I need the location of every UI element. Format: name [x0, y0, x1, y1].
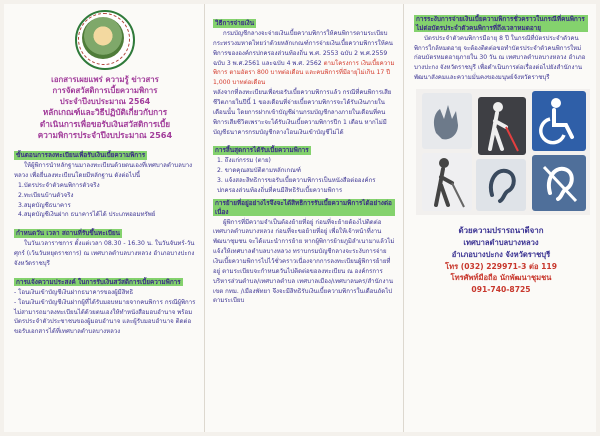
blind-person-cane-icon [478, 97, 526, 155]
title-line: หลักเกณฑ์และวิธีปฏิบัติเกี่ยวกับการ [42, 107, 168, 118]
disability-icons-photo [416, 89, 590, 215]
section-heading: การสิ้นสุดการได้รับเบี้ยความพิการ [215, 146, 309, 155]
title-line: ดำเนินการเพื่อขอรับเงินสวัสดิการเบี้ย [39, 118, 171, 129]
contact-block [414, 225, 588, 296]
panel-suspension-contact [404, 4, 596, 432]
section-body [14, 288, 196, 337]
list-item: 1. ถึงแก่กรรม (ตาย) [217, 157, 271, 165]
paragraph: ให้ผู้พิการนำหลักฐานมาลงทะเบียนด้วยตนเองที่เทศบาลตำบลบางหลวง เพื่อยื่นลงทะเบียนโดยมีหลักฐาน ดังต่อไปนี้ [14, 162, 193, 179]
list-item: 2. ขาดคุณสมบัติตามหลักเกณฑ์ [217, 167, 301, 175]
ear-icon [476, 159, 526, 211]
title-line: ประจำปีงบประมาณ 2564 [59, 97, 151, 107]
section-body [14, 239, 196, 269]
panel-payment [205, 4, 403, 432]
section-heading: วิธีการจ่ายเงิน [215, 19, 255, 27]
section-body [213, 156, 395, 195]
title-line: เอกสารเผยแพร่ ความรู้ ข่าวสาร [51, 75, 159, 84]
list-item: 1.บัตรประจำตัวคนพิการตัวจริง [18, 181, 100, 189]
leaflet-sheet [4, 4, 596, 432]
section-heading: การแจ้งความประสงค์ ในการรับเงินสวัสดิการเบี้ยความพิการ [16, 277, 181, 286]
section-heading: ขั้นตอนการลงทะเบียนเพื่อรับเงินเบี้ยความพิการ [16, 151, 146, 160]
contact-line: อำเภอบางปะกง จังหวัดราชบุรี [451, 249, 551, 259]
list-item: - โอนเงินเข้าบัญชีเงินฝากธนาคารของผู้มีสิทธิ [14, 288, 134, 296]
contact-line: โทรศัพท์มือถือ นักพัฒนาชุมชน [450, 273, 552, 283]
hearing-impaired-icon [532, 155, 586, 211]
title-line: การจัดสวัสดิการเบี้ยความพิการ [52, 86, 158, 96]
section-heading: กำหนดวัน เวลา สถานที่รับขึ้นทะเบียน [16, 229, 121, 238]
municipality-seal-icon [75, 10, 135, 70]
section-body [14, 161, 196, 220]
paragraph: ผู้พิการที่มีความจำเป็นต้องย้ายที่อยู่ ก่อนที่จะย้ายต้องไปติดต่อ เทศบาลตำบลบางหลวง ก่อนที่จะขอย้ายที่อยู่ เพื่อให้เจ้าหน้าที่งานพัฒนาชุมชน จะได้แนะนำการย้าย หากผู้พิการย้ายภูมิลำเนามาแล้วไม่แจ้งให้เทศบาลตำบลบางหลวง ทราบกรมบัญชีกลางจะระงับการจ่ายเงินเบี้ยความพิการไปไว้ชั่วคราวเนื่องจากการลงทะเบียนผู้พิการย้ายที่อยู่ ตามระเบียบจะกำหนดวันไปติดต่อขอลงทะเบียน ณ องค์กรการบริหารส่วนตำบล/เทศบาลตำบล เทศบาลเมือง/เทศบาลนคร/สำนักงานเขต กทม. /เมืองพัทยา จึงจะมีสิทธิรับเงินเบี้ยความพิการในเดือนถัดไปตามระเบียบ [213, 218, 395, 305]
paragraph: ในวันเวลาราชการ ตั้งแต่เวลา 08.30 - 16.30 น. ในวันจันทร์-วันศุกร์ (เว้นวันหยุดราชการ) ณ เทศบาลตำบลบางหลวง อำเภอบางปะกง จังหวัดราชบุรี [14, 240, 195, 267]
list-item: - โอนเงินเข้าบัญชีเงินฝากผู้ที่ได้รับมอบหมายจากคนพิการ กรณีผู้พิการไม่สามารถมาลงทะเบียนได้ด้วยตนเองให้ทำหนังสือมอบอำนาจ พร้อมบัตรประจำตัวประชาชนของผู้มอบอำนาจ และผู้รับมอบอำนาจ ติดต่อขอรับเอกสารได้ที่เทศบาลตำบลบางหลวง [14, 298, 196, 336]
white-cane-icon [422, 153, 472, 211]
section-body [213, 29, 395, 137]
mobile-number: 091-740-8725 [471, 285, 531, 295]
contact-line: เทศบาลตำบลบางหลวง [463, 238, 539, 248]
section-heading: การย้ายที่อยู่อย่างไรจึงจะได้สิทธิการรับเบี้ยความพิการได้อย่างต่อเนื่อง [213, 199, 395, 216]
cover-title [14, 74, 196, 142]
list-item: 3.สมุดบัญชีธนาคาร [18, 201, 71, 209]
phone-number: โทร (032) 229971-3 ต่อ 119 [444, 261, 557, 271]
section-body [414, 34, 588, 83]
sign-language-icon [422, 93, 472, 149]
list-item: 4.สมุดบัญชีเงินฝาก ธนาคารได้ได้ ประเภทออมทรัพย์ [18, 211, 156, 219]
section-heading: การระงับการจ่ายเงินเบี้ยความพิการชั่วคราวในกรณีที่คนพิการไม่ต่อบัตรประจำตัวคนพิการที่ถึงเวลาหมดอายุ [414, 15, 588, 32]
wheelchair-icon [532, 91, 586, 151]
highlighted-rate-text: ตามโครงการ เงินเบี้ยความพิการ ตามอัตรา 800 บาทต่อเดือน และคนพิการที่มีอายุไม่เกิน 17 ปี 1,000 บาทต่อเดือน [213, 59, 395, 87]
paragraph: บัตรประจำตัวคนพิการมีอายุ 8 ปี ในกรณีที่บัตรประจำตัวคนพิการใกล้หมดอายุ จะต้องติดต่อขอทำบัตรประจำตัวคนพิการใหม่ก่อนบัตรหมดอายุภายใน 30 วัน ณ เทศบาลตำบลบางหลวง อำเภอบางปะกง จังหวัดราชบุรี เพื่อดำเนินการต่อเรื่องต่อไปยังสำนักงานพัฒนาสังคมและความมั่นคงของมนุษย์จังหวัดราชบุรี [414, 34, 586, 82]
paragraph [213, 29, 395, 88]
panel-cover [4, 4, 204, 432]
list-item: 2.ทะเบียนบ้านตัวจริง [18, 191, 74, 199]
contact-line: ด้วยความปรารถนาดีจาก [458, 225, 544, 235]
paragraph: หลังจากที่ลงทะเบียนเพื่อขอรับเบี้ยความพิการแล้ว กรณีที่คนพิการเสียชีวิตภายในปีนี้ 1 ของเดือนที่จ่ายเบี้ยความพิการจะได้รับเงินภายในเดือนนั้น โดยการฝากเข้าบัญชีผ่านกรมบัญชีกลางภายในเดือนที่คนพิการเสียชีวิตเพราะจะได้รับเงินเบี้ยความพิการปีก 1 เดือน หากไม่มีบัญชีธนาคารกรมบัญชีกลางโอนเงินเข้าบัญชีไม่ได้ [213, 89, 392, 136]
title-line: ความพิการประจำปีงบประมาณ 2564 [37, 130, 173, 141]
list-item: 3. แจ้งสละสิทธิการขอรับเบี้ยความพิการเป็นหนังสือต่อองค์กรปกครองส่วนท้องถิ่นที่คนมีสิทธิรับเบี้ยความพิการ [217, 177, 376, 195]
paragraph-text: กรมบัญชีกลางจะจ่ายเงินเบี้ยความพิการให้คนพิการตามระเบียบกระทรวงมหาดไทยว่าด้วยหลักเกณฑ์การจ่ายเงินเบี้ยความพิการให้คนพิการขององค์กรปกครองส่วนท้องถิ่น พ.ศ. 2553 ฉบับ 2 พ.ศ.2559 ฉบับ 3 พ.ศ.2561 และฉบับ 4 พ.ศ. 2562 [213, 30, 393, 67]
section-body [213, 218, 395, 307]
